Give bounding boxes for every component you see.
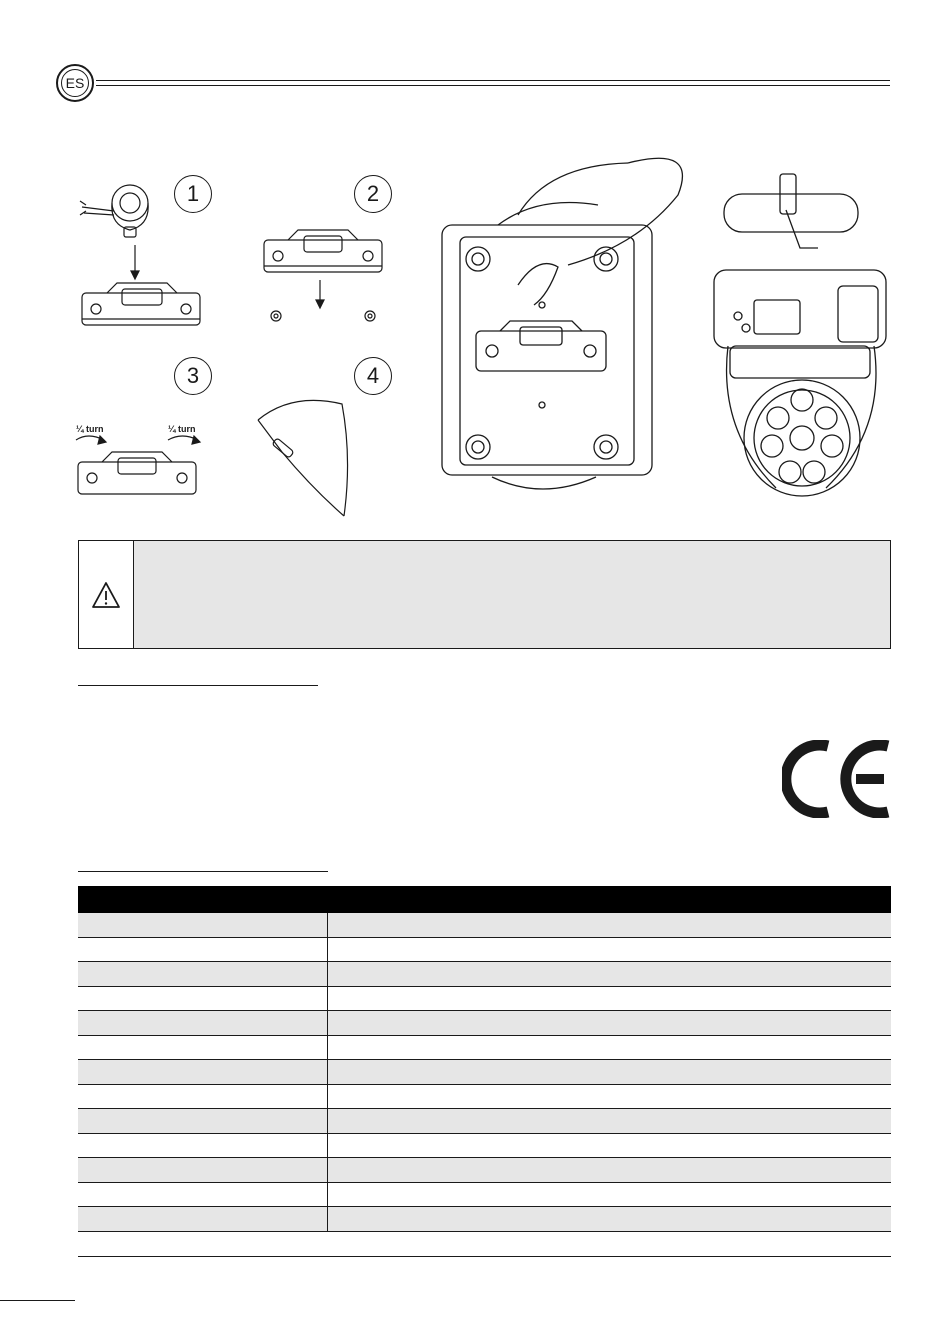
- spec-table-header: [78, 886, 891, 913]
- section-rule-1: [78, 685, 318, 686]
- spec-value: [328, 1109, 892, 1134]
- spec-key: [78, 1207, 328, 1232]
- warning-triangle-icon: [79, 541, 133, 648]
- spec-value: [328, 962, 892, 987]
- language-code: ES: [61, 69, 89, 97]
- spec-value: [328, 986, 892, 1011]
- ce-mark-icon: [782, 740, 894, 818]
- spec-table-header-value: [328, 886, 892, 913]
- spec-value: [328, 1182, 892, 1207]
- spec-table-header-key: [78, 886, 328, 913]
- step2-illustration: [258, 222, 388, 328]
- table-row: [78, 1084, 891, 1109]
- spec-key: [78, 962, 328, 987]
- spec-key: [78, 986, 328, 1011]
- page-number-mark: [0, 1300, 75, 1301]
- table-row: [78, 1109, 891, 1134]
- left-turn-label: ¼ turn: [76, 424, 104, 434]
- spec-value: [328, 937, 892, 962]
- header-rule: [96, 80, 890, 86]
- spec-value: [328, 1133, 892, 1158]
- footer-rule: [78, 1256, 891, 1257]
- spec-value: [328, 1207, 892, 1232]
- fixture-side-view: [706, 170, 890, 515]
- spec-value: [328, 1035, 892, 1060]
- right-turn-label: ¼ turn: [168, 424, 196, 434]
- spec-key: [78, 1182, 328, 1207]
- spec-key: [78, 1084, 328, 1109]
- table-row: [78, 1011, 891, 1036]
- step4-illustration: [252, 398, 362, 520]
- spec-key: [78, 913, 328, 937]
- table-row: [78, 1182, 891, 1207]
- step-number-2: 2: [354, 175, 392, 213]
- step-number-3: 3: [174, 357, 212, 395]
- table-row: [78, 986, 891, 1011]
- warning-box: [78, 540, 891, 649]
- spec-key: [78, 1158, 328, 1183]
- table-row: [78, 1060, 891, 1085]
- spec-key: [78, 937, 328, 962]
- step-number-1: 1: [174, 175, 212, 213]
- table-row: [78, 1133, 891, 1158]
- step3-illustration: [64, 418, 224, 498]
- spec-value: [328, 1158, 892, 1183]
- spec-key: [78, 1133, 328, 1158]
- table-row: [78, 962, 891, 987]
- step-number-4: 4: [354, 357, 392, 395]
- table-row: [78, 937, 891, 962]
- section-rule-2: [78, 871, 328, 872]
- spec-value: [328, 1084, 892, 1109]
- spec-key: [78, 1109, 328, 1134]
- spec-key: [78, 1035, 328, 1060]
- table-row: [78, 913, 891, 937]
- spec-value: [328, 1011, 892, 1036]
- warning-icon-cell: [79, 541, 134, 648]
- table-row: [78, 1158, 891, 1183]
- spec-value: [328, 1060, 892, 1085]
- table-row: [78, 1207, 891, 1232]
- language-badge: [56, 64, 94, 102]
- spec-table: [78, 886, 891, 1232]
- spec-key: [78, 1011, 328, 1036]
- step1-illustration: [72, 175, 212, 335]
- spec-key: [78, 1060, 328, 1085]
- fixture-bottom-view: [438, 155, 700, 490]
- table-row: [78, 1035, 891, 1060]
- spec-value: [328, 913, 892, 937]
